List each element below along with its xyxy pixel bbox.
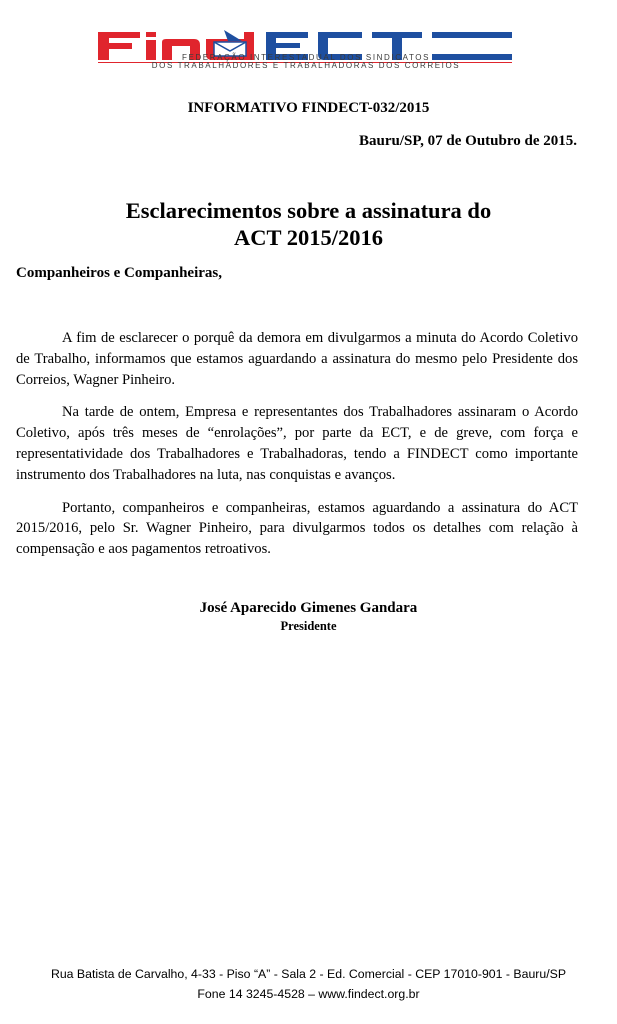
logo-tagline-1: FEDERAÇÃO INTERESTADUAL DOS SINDICATOS [181,53,431,62]
title-line-2: ACT 2015/2016 [234,225,383,250]
paragraph: A fim de esclarecer o porquê da demora em divulgarmos a minuta do Acordo Coletivo de Trabalho, informamos que estamos aguardando a assinatura do mesmo pelo Presidente dos Correios, Wagner Pinheiro. [16,330,578,388]
title-line-1: Esclarecimentos sobre a assinatura do [125,198,492,223]
footer-address: Rua Batista de Carvalho, 4-33 - Piso “A” - Sala 2 - Ed. Comercial - CEP 17010-901 - Bauru/SP [50,967,567,981]
document-date: Bauru/SP, 07 de Outubro de 2015. [359,133,577,149]
paragraph: Portanto, companheiros e companheiras, estamos aguardando a assinatura do ACT 2015/2016, pelo Sr. Wagner Pinheiro, para divulgarmos todos os detalhes com relação à compensação e aos pagamentos retroativos. [16,499,578,558]
document-title [0,197,617,251]
footer-contact: Fone 14 3245-4528 – www.findect.org.br [197,987,420,1001]
document-number: INFORMATIVO FINDECT-032/2015 [187,100,430,116]
document-body [16,328,578,572]
paragraph: Na tarde de ontem, Empresa e representantes dos Trabalhadores assinaram o Acordo Coletivo, após três meses de “enrolações”, por parte da ECT, e de greve, com força e representatividade dos Trabalhadores e Trabalhadoras, tendo a FINDECT como importante instrumento dos Trabalhadores na luta, nas conquistas e avanços. [16,404,578,483]
logo-tagline-2: DOS TRABALHADORES E TRABALHADORAS DOS CORREIOS [151,61,461,70]
signer-role: Presidente [280,619,337,633]
salutation: Companheiros e Companheiras, [16,265,222,281]
signer-name: José Aparecido Gimenes Gandara [199,600,418,616]
